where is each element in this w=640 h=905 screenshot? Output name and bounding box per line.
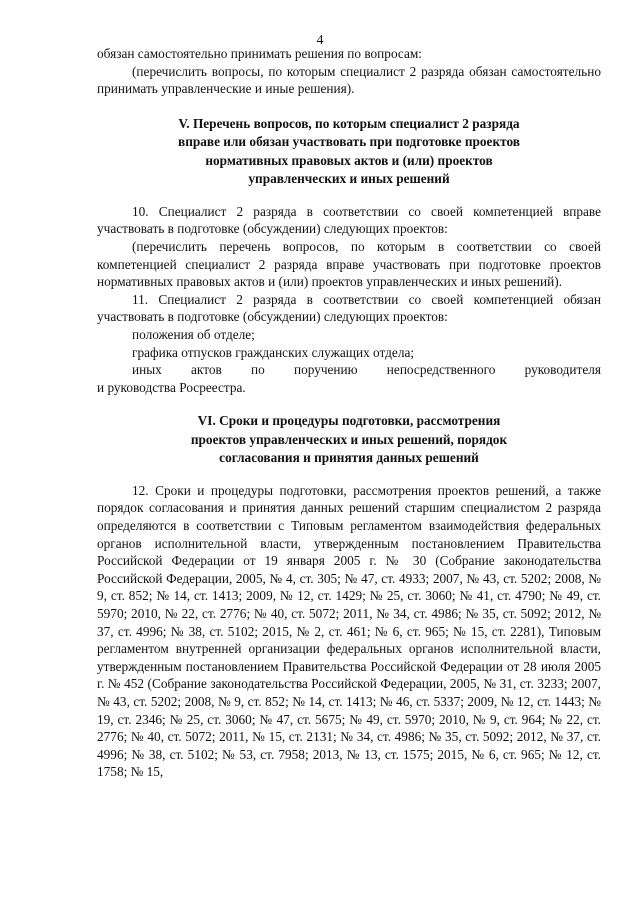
- questions-note: (перечислить вопросы, по которым специалист 2 разряда обязан самостоятельно принимать управленческие и иные решения).: [97, 63, 601, 97]
- page-body: [97, 45, 601, 781]
- section-5-heading-line: V. Перечень вопросов, по которым специалист 2 разряда: [178, 115, 520, 131]
- section-6-heading-line: согласования и принятия данных решений: [219, 450, 479, 466]
- paragraph-10-note: (перечислить перечень вопросов, по которым в соответствии со своей компетенцией специалист 2 разряда вправе участвовать при подготовке проектов нормативных правовых актов и (или) проектов управленческих и иных решений).: [97, 238, 601, 290]
- section-6-heading-line: проектов управленческих и иных решений, порядок: [190, 431, 508, 447]
- section-5-heading-line: управленческих и иных решений: [248, 171, 450, 187]
- section-5-heading-line: вправе или обязан участвовать при подготовке проектов: [178, 134, 520, 150]
- paragraph-10: 10. Специалист 2 разряда в соответствии со своей компетенцией вправе участвовать в подготовке (обсуждении) следующих проектов:: [97, 203, 601, 237]
- list-item-last-line-1: иных актов по поручению непосредственного руководителя: [132, 362, 601, 378]
- section-6-heading-line: VI. Сроки и процедуры подготовки, рассмотрения: [197, 413, 501, 429]
- section-5-heading: [97, 115, 601, 189]
- list-item-last-line-2: и руководства Росреестра.: [97, 379, 246, 395]
- continuation-line: обязан самостоятельно принимать решения по вопросам:: [97, 46, 423, 61]
- list-item: графика отпусков гражданских служащих отдела;: [132, 344, 415, 360]
- section-5-heading-line: нормативных правовых актов и (или) проектов: [205, 152, 493, 168]
- section-6-heading: [97, 412, 601, 468]
- list-item: положения об отделе;: [132, 326, 255, 342]
- paragraph-12: 12. Сроки и процедуры подготовки, рассмотрения проектов решений, а также порядок согласования и принятия данных решений старшим специалистом 2 разряда определяются в соответствии с Типовым регламентом взаимодействия федеральных органов исполнительной власти, утвержденным постановлением Правительства Российской Федерации от 19 января 2005 г. № 30 (Собрание законодательства Российской Федерации, 2005, № 4, ст. 305; № 47, ст. 4933; 2007, № 43, ст. 5202; 2008, № 9, ст. 852; № 14, ст. 1413; 2009, № 12, ст. 1429; № 25, ст. 3060; № 41, ст. 4790; № 49, ст. 5970; 2010, № 22, ст. 2776; № 40, ст. 5072; 2011, № 34, ст. 4986; № 35, ст. 5092; 2012, № 37, ст. 4996; № 38, ст. 5102; 2015, № 2, ст. 461; № 6, ст. 965; № 15, ст. 2281), Типовым регламентом внутренней организации федеральных органов исполнительной власти, утвержденным постановлением Правительства Российской Федерации от 28 июля 2005 г. № 452 (Собрание законодательства Российской Федерации, 2005, № 31, ст. 3233; 2007, № 43, ст. 5202; 2008, № 9, ст. 852; № 14, ст. 1413; № 46, ст. 5337; 2009, № 12, ст. 1443; № 19, ст. 2346; № 25, ст. 3060; № 47, ст. 5675; № 49, ст. 5970; 2010, № 9, ст. 964; № 22, ст. 2776; № 40, ст. 5072; 2011, № 15, ст. 2131; № 34, ст. 4986; № 35, ст. 5092; 2012, № 37, ст. 4996; № 38, ст. 5102; № 53, ст. 7958; 2013, № 13, ст. 1575; 2015, № 6, ст. 965; № 12, ст. 1758; № 15,: [97, 482, 601, 780]
- page-number: 4: [316, 33, 324, 48]
- paragraph-11: 11. Специалист 2 разряда в соответствии со своей компетенцией обязан участвовать в подготовке (обсуждении) следующих проектов:: [97, 291, 601, 325]
